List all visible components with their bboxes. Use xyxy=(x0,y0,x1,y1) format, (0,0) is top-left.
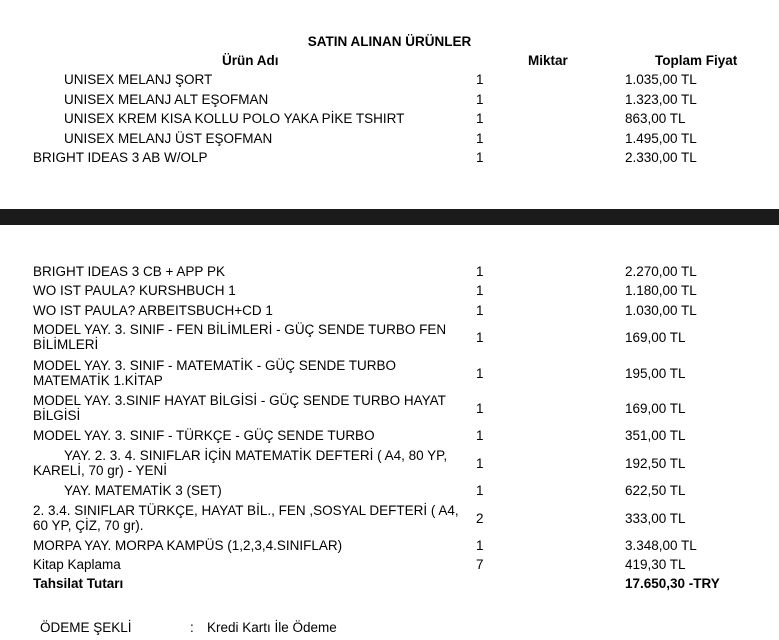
item-total: 622,50 TL xyxy=(625,483,686,498)
item-total: 1.323,00 TL xyxy=(625,92,697,107)
item-total: 195,00 TL xyxy=(625,366,686,381)
item-total: 1.035,00 TL xyxy=(625,72,697,87)
payment-method-value: Kredi Kartı İle Ödeme xyxy=(207,620,337,635)
page-break-divider xyxy=(0,209,779,225)
item-qty: 1 xyxy=(476,131,484,146)
item-total: 169,00 TL xyxy=(625,330,686,345)
item-name: UNISEX KREM KISA KOLLU POLO YAKA PİKE TSHIRT xyxy=(64,111,405,126)
item-total: 351,00 TL xyxy=(625,428,686,443)
item-total: 1.495,00 TL xyxy=(625,131,697,146)
item-qty: 1 xyxy=(476,303,484,318)
item-qty: 1 xyxy=(476,283,484,298)
column-header-qty: Miktar xyxy=(528,53,568,68)
item-name: UNISEX MELANJ ALT EŞOFMAN xyxy=(64,92,269,107)
column-header-total: Toplam Fiyat xyxy=(655,53,738,68)
item-total: 333,00 TL xyxy=(625,511,686,526)
item-name: MORPA YAY. MORPA KAMPÜS (1,2,3,4.SINIFLAR) xyxy=(33,538,343,553)
item-total: 2.330,00 TL xyxy=(625,150,697,165)
item-qty: 1 xyxy=(476,330,484,345)
item-total: 192,50 TL xyxy=(625,456,686,471)
item-qty: 1 xyxy=(476,483,484,498)
item-qty: 1 xyxy=(476,401,484,416)
item-name: WO IST PAULA? ARBEITSBUCH+CD 1 xyxy=(33,303,273,318)
tahsilat-value: 17.650,30 -TRY xyxy=(625,576,720,591)
item-name: MODEL YAY. 3.SINIF HAYAT BİLGİSİ - GÜÇ SENDE TURBO HAYAT BİLGİSİ xyxy=(33,393,446,423)
item-name: MODEL YAY. 3. SINIF - TÜRKÇE - GÜÇ SENDE TURBO xyxy=(33,428,375,443)
item-name: BRIGHT IDEAS 3 AB W/OLP xyxy=(33,150,208,165)
item-total: 863,00 TL xyxy=(625,111,686,126)
item-qty: 1 xyxy=(476,538,484,553)
item-qty: 1 xyxy=(476,366,484,381)
item-qty: 1 xyxy=(476,264,484,279)
item-total: 419,30 TL xyxy=(625,557,686,572)
item-qty: 1 xyxy=(476,72,484,87)
item-qty: 1 xyxy=(476,428,484,443)
item-total: 1.180,00 TL xyxy=(625,283,697,298)
item-qty: 1 xyxy=(476,92,484,107)
item-name: YAY. 2. 3. 4. SINIFLAR İÇİN MATEMATİK DEFTERİ ( A4, 80 YP, KARELİ, 70 gr) - YENİ xyxy=(33,448,448,478)
item-qty: 2 xyxy=(476,511,484,526)
tahsilat-label: Tahsilat Tutarı xyxy=(33,576,124,591)
item-total: 3.348,00 TL xyxy=(625,538,697,553)
item-total: 169,00 TL xyxy=(625,401,686,416)
payment-method-label: ÖDEME ŞEKLİ xyxy=(40,620,132,635)
item-total: 1.030,00 TL xyxy=(625,303,697,318)
item-name: 2. 3.4. SINIFLAR TÜRKÇE, HAYAT BİL., FEN ,SOSYAL DEFTERİ ( A4, 60 YP, ÇİZ, 70 gr). xyxy=(33,503,459,533)
item-qty: 1 xyxy=(476,456,484,471)
item-total: 2.270,00 TL xyxy=(625,264,697,279)
payment-method-separator: : xyxy=(190,620,194,635)
column-header-name: Ürün Adı xyxy=(222,53,279,68)
item-name: Kitap Kaplama xyxy=(33,557,121,572)
item-name: MODEL YAY. 3. SINIF - FEN BİLİMLERİ - GÜÇ SENDE TURBO FEN BİLİMLERİ xyxy=(33,322,447,352)
section-title: SATIN ALINAN ÜRÜNLER xyxy=(307,34,472,49)
item-name: BRIGHT IDEAS 3 CB + APP PK xyxy=(33,264,225,279)
item-name: MODEL YAY. 3. SINIF - MATEMATİK - GÜÇ SENDE TURBO MATEMATİK 1.KİTAP xyxy=(33,358,397,388)
item-qty: 1 xyxy=(476,111,484,126)
item-name: UNISEX MELANJ ŞORT xyxy=(64,72,213,87)
item-name: YAY. MATEMATİK 3 (SET) xyxy=(64,483,222,498)
item-name: UNISEX MELANJ ÜST EŞOFMAN xyxy=(64,131,273,146)
item-name: WO IST PAULA? KURSHBUCH 1 xyxy=(33,283,236,298)
item-qty: 7 xyxy=(476,557,484,572)
item-qty: 1 xyxy=(476,150,484,165)
